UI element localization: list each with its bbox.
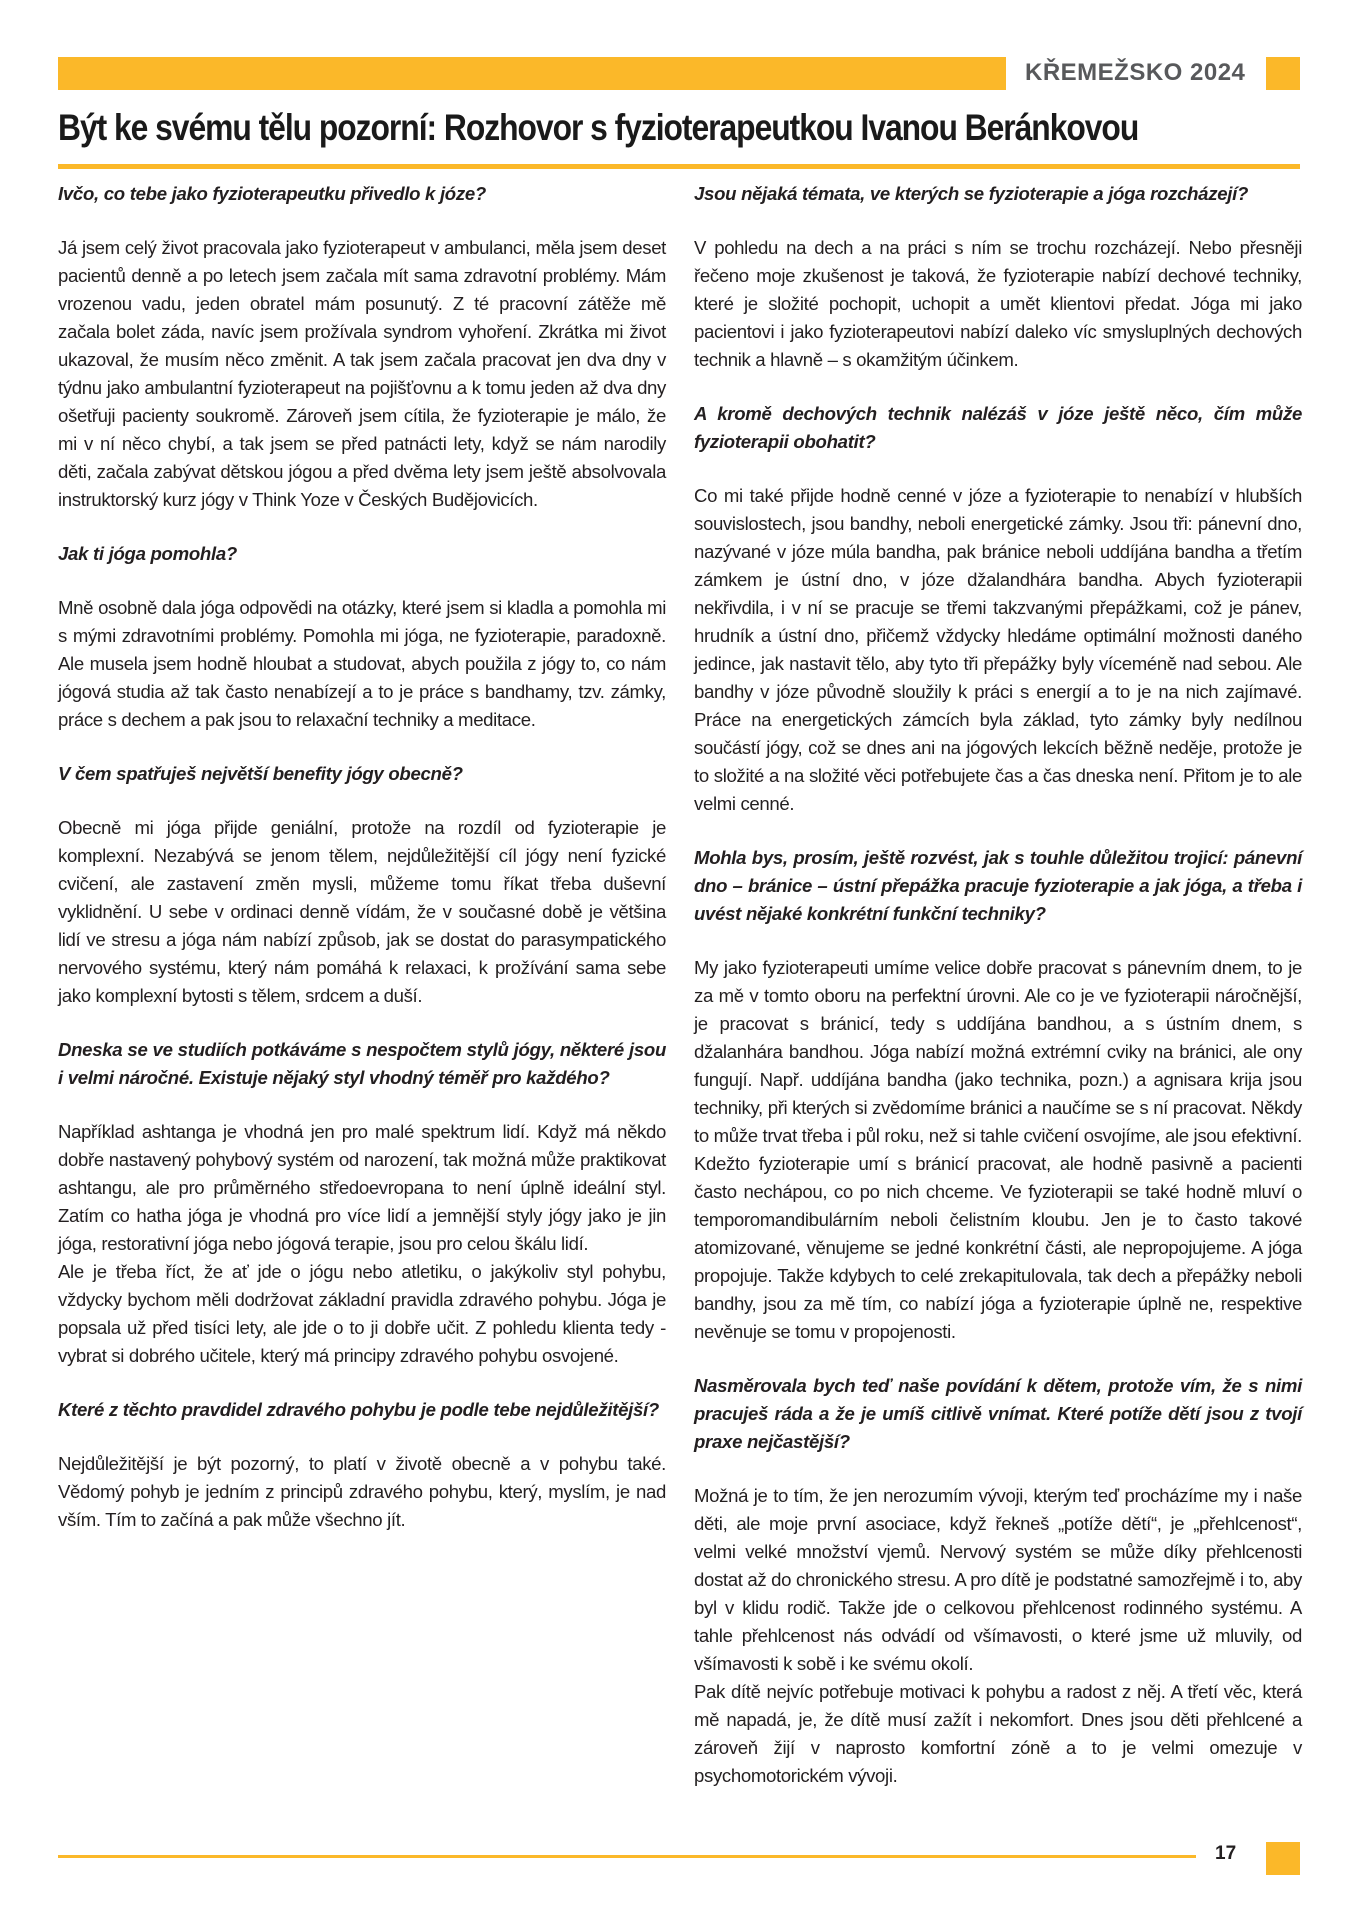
interview-question: V čem spatřuješ největší benefity jógy obecně? bbox=[58, 763, 463, 784]
footer-rule bbox=[58, 1855, 1196, 1858]
header-accent-bar bbox=[58, 57, 1006, 90]
interview-answer bbox=[694, 234, 1302, 374]
article-title: Být ke svému tělu pozorní: Rozhovor s fyzioterapeutkou Ivanou Beránkovou bbox=[58, 107, 1139, 148]
answer-paragraph: Co mi také přijde hodně cenné v józe a fyzioterapie to nenabízí v hlubších souvislostech, jsou bandhy, neboli energetické zámky. Jsou tři: pánevní dno, nazývané v józe múla bandha, pak bránice neboli uddíjána bandha a třetím zámkem je ústní dno, v józe džalandhára bandha. Abych fyzioterapii nekřivdila, i v ní se pracuje se třemi takzvanými přepážkami, což je pánev, hrudník a ústní dno, přičemž vždycky hledáme optimální možnosti daného jedince, jak nastavit tělo, aby tyto tři přepážky byly víceméně nad sebou. Ale bandhy v józe původně sloužily k práci s energií a to je na nich zajímavé. Práce na energetických zámcích byla základ, tyto zámky byly nedílnou součástí jógy, což se dnes ani na jógových lekcích běžně neděje, protože je to složité a na složité věci potřebujete čas a čas dneska není. Přitom je to ale velmi cenné. bbox=[694, 485, 1302, 814]
answer-paragraph: Já jsem celý život pracovala jako fyzioterapeut v ambulanci, měla jsem deset pacientů denně a po letech jsem začala mít sama zdravotní problémy. Mám vrozenou vadu, jeden obratel mám posunutý. Z té pracovní zátěže mě začala bolet záda, navíc jsem prožívala syndrom vyhoření. Zkrátka mi život ukazoval, že musím něco změnit. A tak jsem začala pracovat jen dva dny v týdnu jako ambulantní fyzioterapeut na pojišťovnu a k tomu jeden až dva dny ošetřuji pacienty soukromě. Zároveň jsem cítila, že fyzioterapie je málo, že mi v ní něco chybí, a tak jsem se před patnácti lety, když se nám narodily děti, začala zabývat dětskou jógou a před dvěma lety jsem ještě absolvovala instruktorský kurz jógy v Think Yoze v Českých Budějovicích. bbox=[58, 237, 666, 510]
header-accent-square bbox=[1266, 57, 1300, 90]
interview-question: Ivčo, co tebe jako fyzioterapeutku přivedlo k józe? bbox=[58, 183, 486, 204]
interview-question: Které z těchto pravdidel zdravého pohybu je podle tebe nejdůležitější? bbox=[58, 1399, 659, 1420]
interview-question: Nasměrovala bych teď naše povídání k dětem, protože vím, že s nimi pracuješ ráda a že je umíš citlivě vnímat. Které potíže dětí jsou z tvojí praxe nejčastější? bbox=[694, 1375, 1302, 1452]
interview-answer bbox=[694, 954, 1302, 1346]
interview-answer bbox=[58, 814, 666, 1010]
footer-accent-square bbox=[1266, 1842, 1300, 1875]
answer-paragraph: My jako fyzioterapeuti umíme velice dobře pracovat s pánevním dnem, to je za mě v tomto oboru na perfektní úrovni. Ale co je ve fyzioterapii náročnější, je pracovat s bránicí, tedy s uddíjána bandhou, a s ústním dnem, s džalanhára bandhou. Jóga nabízí možná extrémní cviky na bránici, ale ony fungují. Např. uddíjána bandha (jako technika, pozn.) a agnisara krija jsou techniky, při kterých si zvědomíme bránici a naučíme se s ní pracovat. Někdy to může trvat třeba i půl roku, než si tahle cvičení osvojíme, ale jsou efektivní. Kdežto fyzioterapie umí s bránicí pracovat, ale hodně pasivně a pacienti často nechápou, co po nich chceme. Ve fyzioterapii se také hodně mluví o temporomandibulárním neboli čelistním kloubu. Jen je to často takové atomizované, věnujeme se jedné konkrétní části, ale nepropojujeme. A jóga propojuje. Takže kdybych to celé zrekapitulovala, tak dech a přepážky neboli bandhy, jsou za mě tím, co nabízí jóga a fyzioterapie úplně ne, respektive nevěnuje se tomu v propojenosti. bbox=[694, 957, 1302, 1342]
title-underline bbox=[58, 164, 1300, 169]
answer-paragraph: Možná je to tím, že jen nerozumím vývoji, kterým teď procházíme my i naše děti, ale moje první asociace, když řekneš „potíže dětí“, je „přehlcenost“, velmi velké množství vjemů. Nervový systém se může díky přehlcenosti dostat až do chronického stresu. A pro dítě je podstatné samozřejmě i to, aby byl v klidu rodič. Takže jde o celkovou přehlcenost rodinného systému. A tahle přehlcenost nás odvádí od všímavosti, o které jsme už mluvily, od všímavosti k sobě i ke svému okolí. bbox=[694, 1485, 1302, 1674]
interview-question: Jak ti jóga pomohla? bbox=[58, 543, 237, 564]
interview-question: Dneska se ve studiích potkáváme s nespočtem stylů jógy, některé jsou i velmi náročné. Existuje nějaký styl vhodný téměř pro každého? bbox=[58, 1039, 666, 1088]
answer-paragraph: V pohledu na dech a na práci s ním se trochu rozcházejí. Nebo přesněji řečeno moje zkušenost je taková, že fyzioterapie nabízí dechové techniky, které je složité pochopit, uchopit a umět klientovi předat. Jóga mi jako pacientovi i jako fyzioterapeutovi nabízí daleko víc smysluplných dechových technik a hlavně – s okamžitým účinkem. bbox=[694, 237, 1302, 370]
interview-answer bbox=[58, 594, 666, 734]
interview-answer bbox=[58, 1450, 666, 1534]
answer-paragraph: Nejdůležitější je být pozorný, to platí v životě obecně a v pohybu také. Vědomý pohyb je jedním z principů zdravého pohybu, který, myslím, je nad vším. Tím to začíná a pak může všechno jít. bbox=[58, 1453, 666, 1530]
page-number: 17 bbox=[1215, 1843, 1237, 1864]
interview-question: Mohla bys, prosím, ještě rozvést, jak s touhle důležitou trojicí: pánevní dno – bránice – ústní přepážka pracuje fyzioterapie a jak jóga, a třeba i uvést nějaké konkrétní funkční techniky? bbox=[694, 847, 1302, 924]
answer-paragraph: Mně osobně dala jóga odpovědi na otázky, které jsem si kladla a pomohla mi s mými zdravotními problémy. Pomohla mi jóga, ne fyzioterapie, paradoxně. Ale musela jsem hodně hloubat a studovat, abych použila z jógy to, co nám jógová studia až tak často nenabízejí a to je práce s bandhamy, tzv. zámky, práce s dechem a pak jsou to relaxační techniky a meditace. bbox=[58, 597, 666, 730]
interview-question: A kromě dechových technik nalézáš v józe ještě něco, čím může fyzioterapii obohatit? bbox=[694, 403, 1302, 452]
interview-answer bbox=[58, 234, 666, 514]
interview-question: Jsou nějaká témata, ve kterých se fyzioterapie a jóga rozcházejí? bbox=[694, 183, 1249, 204]
masthead: KŘEMEŽSKO 2024 bbox=[1025, 59, 1246, 86]
answer-paragraph: Obecně mi jóga přijde geniální, protože na rozdíl od fyzioterapie je komplexní. Nezabývá se jenom tělem, nejdůležitější cíl jógy není fyzické cvičení, ale zastavení změn mysli, můžeme tomu říkat třeba duševní vyklidnění. U sebe v ordinaci denně vídám, že v současné době je většina lidí ve stresu a jóga nám nabízí způsob, jak se dostat do parasympatického nervového systému, který nám pomáhá k relaxaci, k prožívání sama sebe jako komplexní bytosti s tělem, srdcem a duší. bbox=[58, 817, 666, 1006]
interview-answer bbox=[58, 1118, 666, 1370]
right-column bbox=[694, 180, 1302, 1816]
left-column bbox=[58, 180, 666, 1560]
interview-answer bbox=[694, 1482, 1302, 1790]
answer-paragraph: Ale je třeba říct, že ať jde o jógu nebo atletiku, o jakýkoliv styl pohybu, vždycky bychom měli dodržovat základní pravidla zdravého pohybu. Jóga je popsala už před tisíci lety, ale jde o to ji dobře učit. Z pohledu klienta tedy - vybrat si dobrého učitele, který má principy zdravého pohybu osvojené. bbox=[58, 1261, 666, 1366]
answer-paragraph: Pak dítě nejvíc potřebuje motivaci k pohybu a radost z něj. A třetí věc, která mě napadá, je, že dítě musí zažít i nekomfort. Dnes jsou děti přehlcené a zároveň žijí v naprosto komfortní zóně a to je velmi omezuje v psychomotorickém vývoji. bbox=[694, 1681, 1302, 1786]
answer-paragraph: Například ashtanga je vhodná jen pro malé spektrum lidí. Když má někdo dobře nastavený pohybový systém od narození, tak možná může praktikovat ashtangu, ale pro průměrného středoevropana to není úplně ideální styl. Zatím co hatha jóga je vhodná pro více lidí a jemnější styly jógy jako je jin jóga, restorativní jóga nebo jógová terapie, jsou pro celou škálu lidí. bbox=[58, 1121, 666, 1254]
interview-answer bbox=[694, 482, 1302, 818]
